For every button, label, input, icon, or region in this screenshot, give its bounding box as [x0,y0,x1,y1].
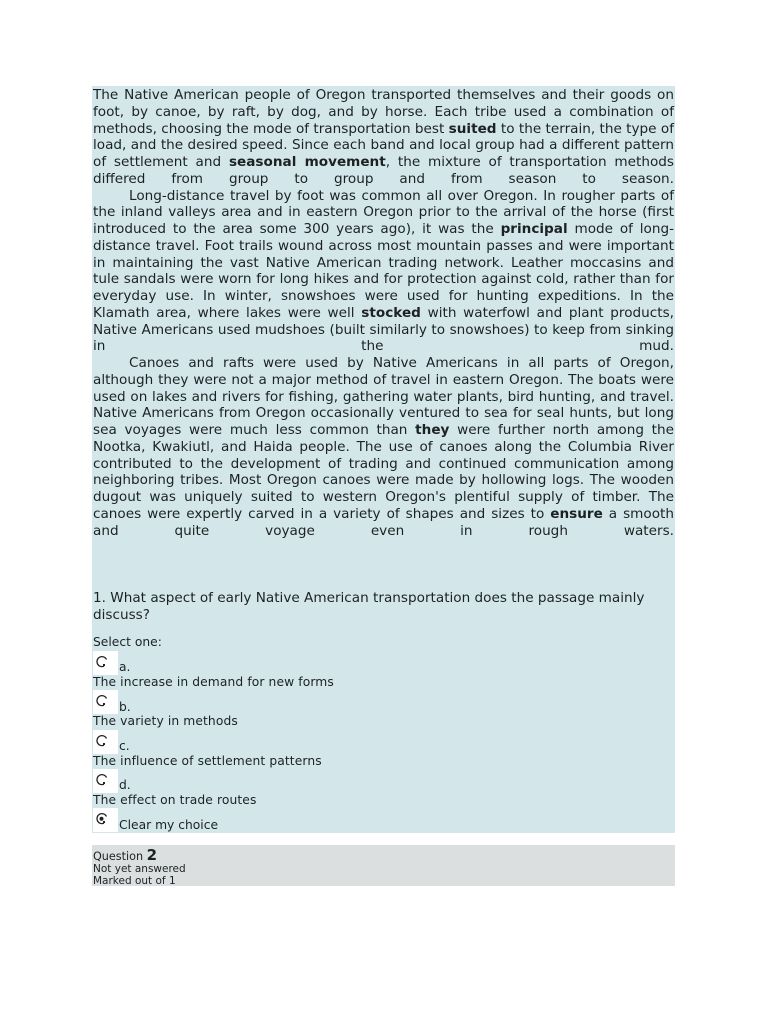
passage-text: Canoes and rafts were used by Native Americans in all parts of Oregon, although they were not a major method of travel in eastern Oregon. The boats were used on lakes and rivers for fishing, gathering water plants, bird hunting, and travel. Native Americans from Oregon occasionally ventured to sea for seal hunts, but long sea voyages were much less common than [93,355,674,438]
passage-text: , the mixture of transportation methods differed from group to group and from season to season. [93,154,675,187]
passage-text: Long-distance travel by foot was common all over Oregon. In rougher parts of the inland valleys area and in eastern Oregon prior to the arrival of the horse (first introduced to the area some 300 years ago), it was the [93,187,674,237]
option-c-letter[interactable]: c. [119,739,130,753]
passage-paragraph-2 [93,188,674,356]
option-b-letter[interactable]: b. [119,700,131,714]
passage-text: were further north among the Nootka, Kwakiutl, and Haida people. The use of canoes along the Columbia River contributed to the development of trading and continued communication among neighboring tribes. Most Oregon canoes were made by hollowing logs. The wooden dugout was uniquely suited to western Oregon's plentiful supply of timber. The canoes were expertly carved in a variety of shapes and sizes to [93,422,674,522]
option-c-radio[interactable] [93,730,118,754]
option-b-text[interactable]: The variety in methods [93,714,238,728]
option-c-text[interactable]: The influence of settlement patterns [93,754,322,768]
option-d-radio[interactable] [93,769,118,793]
option-a-radio[interactable] [93,651,118,675]
passage-paragraph-3 [93,355,674,539]
radio-unchecked-icon [95,734,109,748]
passage-text: a smooth and quite voyage even in rough waters. [93,505,674,539]
option-a-text[interactable]: The increase in demand for new forms [93,675,334,689]
radio-unchecked-icon [95,655,109,669]
radio-checked-icon [95,812,109,826]
question-prompt: 1. What aspect of early Native American transportation does the passage mainly discuss? [93,590,645,623]
radio-unchecked-icon [95,773,109,787]
reading-passage [93,87,674,539]
clear-choice-radio[interactable] [93,808,118,832]
passage-text: The Native American people of Oregon transported themselves and their goods on foot, by canoe, by raft, by dog, and by horse. Each tribe used a combination of methods, choosing the mode of transportation best [93,87,674,137]
bold-word: stocked [361,304,421,321]
radio-unchecked-icon [95,694,109,708]
bold-word: ensure [550,505,603,522]
bold-word: suited [448,120,497,137]
question-label: Question [93,850,144,863]
passage-text: mode of long-distance travel. Foot trails wound across most mountain passes and were important in maintaining the vast Native American trading network. Leather moccasins and tule sandals were worn for long hikes and for protection against cold, rather than for everyday use. In winter, snowshoes were used for hunting expeditions. In the Klamath area, where lakes were well [93,221,674,321]
clear-my-choice-link[interactable]: Clear my choice [119,818,219,832]
bold-word: seasonal movement [228,154,386,170]
option-a-letter[interactable]: a. [119,660,131,674]
question-number: 2 [146,846,158,864]
question-marks: Marked out of 1 [93,875,176,887]
passage-text: to the terrain, the type of load, and the desired speed. Since each band and local group had a different pattern of settlement and [93,120,674,170]
option-d-text[interactable]: The effect on trade routes [93,793,257,807]
option-d-letter[interactable]: d. [119,778,131,792]
bold-word: they [415,422,450,438]
question-status: Not yet answered [93,863,186,875]
bold-word: principal [500,221,568,237]
option-b-radio[interactable] [93,690,118,714]
select-one-label: Select one: [93,635,162,649]
passage-text: with waterfowl and plant products, Native Americans used mudshoes (built similarly to snowshoes) to keep from sinking in the mud. [93,304,674,355]
passage-paragraph-1 [93,87,674,188]
